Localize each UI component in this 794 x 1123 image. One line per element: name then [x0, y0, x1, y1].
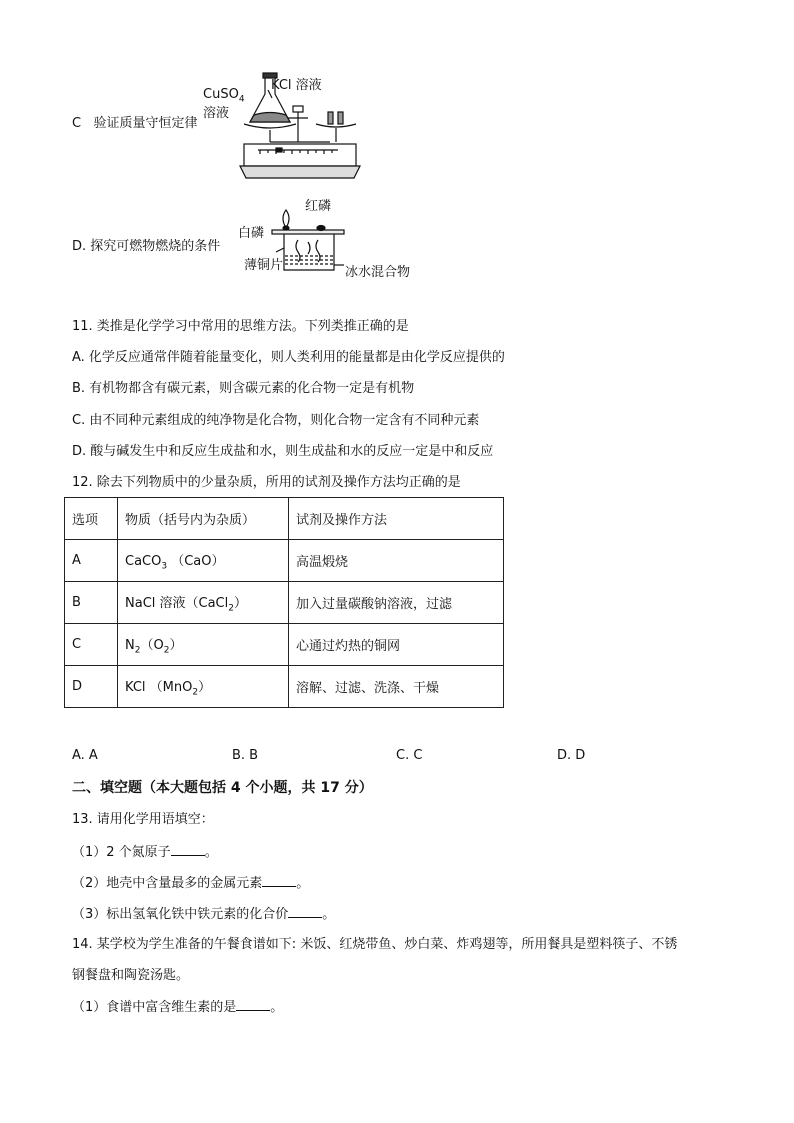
q14-item-1 — [72, 998, 283, 1017]
row-option: D — [65, 666, 118, 708]
row-option: C — [65, 624, 118, 666]
row-substance — [118, 666, 289, 708]
answer-blank[interactable] — [236, 998, 270, 1011]
impurity-text: （CaO） — [171, 553, 225, 569]
table-row — [65, 540, 504, 582]
q12-stem: 12. 除去下列物质中的少量杂质，所用的试剂及操作方法均正确的是 — [72, 475, 461, 490]
item-suffix: 。 — [270, 1000, 284, 1015]
copper-sheet-label: 薄铜片 — [244, 258, 284, 273]
q12-choice-c: C. C — [396, 748, 423, 763]
row-method: 高温煅烧 — [289, 540, 504, 582]
q11-option-d: D. 酸与碱发生中和反应生成盐和水，则生成盐和水的反应一定是中和反应 — [72, 444, 494, 459]
copper-sheet-icon — [272, 230, 344, 234]
red-phosphorus-icon — [317, 226, 325, 231]
caption-text: 探究可燃物燃烧的条件 — [90, 239, 221, 254]
row-method: 加入过量碳酸钠溶液，过滤 — [289, 582, 504, 624]
impurity-text: ） — [233, 595, 247, 611]
balance-diagram — [238, 70, 358, 182]
answer-blank[interactable] — [171, 843, 205, 856]
answer-blank[interactable] — [288, 905, 322, 918]
row-substance — [118, 540, 289, 582]
impurity-text: （O — [140, 637, 164, 653]
balance-base-icon — [244, 144, 356, 166]
item-suffix: 。 — [322, 907, 336, 922]
q12-choice-b: B. B — [232, 748, 259, 763]
q12-table — [64, 497, 504, 708]
q14-stem-line-1: 14. 某学校为学生准备的午餐食谱如下: 米饭、红烧带鱼、炒白菜、炸鸡翅等，所用餐具是塑料筷子、不锈 — [72, 937, 678, 952]
row-substance — [118, 624, 289, 666]
item-text: （1）2 个氮原子 — [72, 845, 171, 860]
ice-water-label: 冰水混合物 — [345, 265, 411, 280]
impurity-subscript: 2 — [192, 687, 199, 698]
item-suffix: 。 — [296, 876, 310, 891]
option-letter: D. — [72, 239, 87, 254]
row-substance — [118, 582, 289, 624]
figure-d-caption — [72, 238, 220, 256]
row-method: 溶解、过滤、洗涤、干燥 — [289, 666, 504, 708]
left-pan-icon — [244, 124, 296, 128]
answer-blank[interactable] — [262, 874, 296, 887]
cuso4-solution-label: 溶液 — [203, 106, 230, 121]
row-method: 心通过灼热的铜网 — [289, 624, 504, 666]
q12-choice-d: D. D — [557, 748, 586, 763]
q11-option-b: B. 有机物都含有碳元素，则含碳元素的化合物一定是有机物 — [72, 381, 415, 396]
impurity-subscript: 2 — [163, 645, 170, 656]
row-option: A — [65, 540, 118, 582]
header-method: 试剂及操作方法 — [289, 498, 504, 540]
impurity-close: ） — [169, 637, 183, 653]
table-row — [65, 666, 504, 708]
q13-stem: 13. 请用化学用语填空： — [72, 812, 214, 827]
substance-subscript: 3 — [161, 561, 168, 572]
item-text: （2）地壳中含量最多的金属元素 — [72, 876, 263, 891]
table-header-row — [65, 498, 504, 540]
substance-text: CaCO — [125, 553, 162, 569]
item-text: （1）食谱中富含维生素的是 — [72, 1000, 237, 1015]
q11-stem: 11. 类推是化学学习中常用的思维方法。下列类推正确的是 — [72, 319, 409, 334]
section-heading: 二、填空题（本大题包括 4 个小题，共 17 分） — [72, 780, 373, 796]
substance-text: KCl （MnO — [125, 679, 193, 695]
caption-text: 验证质量守恒定律 — [93, 116, 198, 131]
q11-option-c: C. 由不同种元素组成的纯净物是化合物，则化合物一定含有不同种元素 — [72, 413, 480, 428]
row-option: B — [65, 582, 118, 624]
white-phosphorus-label: 白磷 — [238, 226, 265, 241]
q13-item-2 — [72, 874, 309, 893]
q12-choice-a: A. A — [72, 748, 98, 763]
q14-stem-line-2: 钢餐盘和陶瓷汤匙。 — [72, 968, 190, 983]
header-option: 选项 — [65, 498, 118, 540]
combustion-diagram — [268, 208, 348, 274]
table-row — [65, 582, 504, 624]
q13-item-3 — [72, 905, 335, 924]
substance-subscript: 2 — [228, 603, 234, 614]
substance-text: NaCl 溶液（CaCl — [125, 595, 229, 611]
q11-option-a: A. 化学反应通常伴随着能量变化，则人类利用的能量都是由化学反应提供的 — [72, 350, 505, 365]
header-substance: 物质（括号内为杂质） — [118, 498, 289, 540]
substance-text: N — [125, 637, 135, 653]
option-letter: C — [72, 116, 82, 131]
cuso4-subscript: 4 — [238, 94, 245, 105]
q13-item-1 — [72, 843, 218, 862]
table-row — [65, 624, 504, 666]
item-text: （3）标出氢氧化铁中铁元素的化合价 — [72, 907, 289, 922]
kcl-label: KCl 溶液 — [271, 78, 322, 93]
cuso4-formula: CuSO — [203, 87, 239, 102]
red-phosphorus-label: 红磷 — [305, 199, 332, 214]
flame-icon — [283, 210, 289, 228]
impurity-close: ） — [198, 679, 212, 695]
substance-subscript: 2 — [134, 645, 141, 656]
right-pan-icon — [316, 124, 356, 127]
item-suffix: 。 — [204, 845, 218, 860]
figure-c-caption — [72, 115, 198, 133]
